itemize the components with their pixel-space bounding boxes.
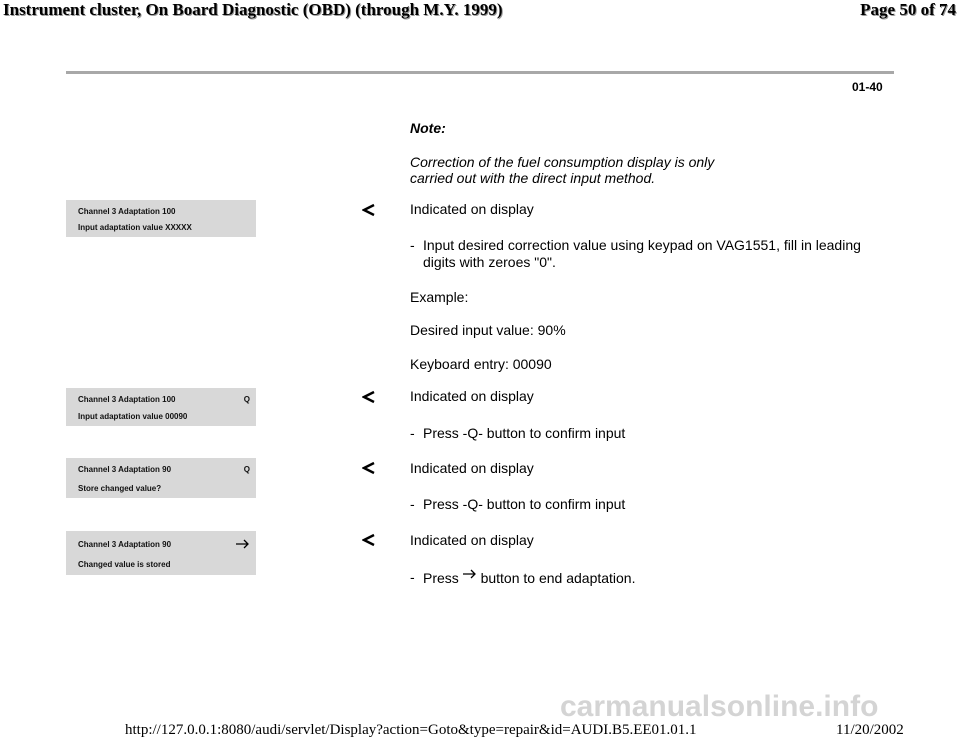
back-arrow-icon <box>362 533 376 547</box>
display-line-2: Store changed value? <box>78 484 162 493</box>
bullet-text-3: Press -Q- button to confirm input <box>423 496 626 512</box>
indicated-text-2: Indicated on display <box>410 388 534 404</box>
display-line-2: Changed value is stored <box>78 560 171 569</box>
note-line-1: Correction of the fuel consumption display is only <box>410 154 715 170</box>
document-title: Instrument cluster, On Board Diagnostic (OBD) (through M.Y. 1999) <box>3 0 503 19</box>
display-key-q: Q <box>243 465 250 474</box>
display-line-2: Input adaptation value XXXXX <box>78 223 192 232</box>
back-arrow-icon <box>362 461 376 475</box>
bullet-text-4 <box>423 569 636 587</box>
section-page-number: 01-40 <box>852 80 883 94</box>
display-line-1: Channel 3 Adaptation 90 <box>78 465 172 474</box>
right-arrow-icon <box>236 539 250 549</box>
page-indicator: Page 50 of 74 <box>860 0 956 19</box>
indicated-text-3: Indicated on display <box>410 460 534 476</box>
display-panel-4 <box>66 531 256 575</box>
indicated-text-1: Indicated on display <box>410 201 534 217</box>
footer-date: 11/20/2002 <box>836 722 904 738</box>
bullet-text-4-pre: Press <box>423 570 459 586</box>
bullet-dash-3: - <box>410 496 415 512</box>
display-line-2: Input adaptation value 00090 <box>78 412 188 421</box>
desired-input-text: Desired input value: 90% <box>410 322 566 338</box>
display-panel-2 <box>66 388 256 426</box>
indicated-text-4: Indicated on display <box>410 532 534 548</box>
bullet-dash-4: - <box>410 569 415 585</box>
note-text <box>410 154 714 186</box>
display-panel-3 <box>66 458 256 498</box>
display-line-1: Channel 3 Adaptation 90 <box>78 540 172 549</box>
watermark: carmanualsonline.info <box>560 690 879 723</box>
display-panel-1 <box>66 200 256 237</box>
display-line-1: Channel 3 Adaptation 100 <box>78 207 176 216</box>
bullet-dash-2: - <box>410 425 415 441</box>
example-label: Example: <box>410 289 469 305</box>
right-arrow-icon <box>463 569 477 579</box>
bullet-text-2: Press -Q- button to confirm input <box>423 425 626 441</box>
bullet-line-1b: digits with zeroes "0". <box>423 254 556 270</box>
back-arrow-icon <box>362 390 376 404</box>
bullet-text-1 <box>423 237 861 271</box>
footer-url[interactable]: http://127.0.0.1:8080/audi/servlet/Display?action=Goto&type=repair&id=AUDI.B5.EE01.01.1 <box>125 722 697 738</box>
note-line-2: carried out with the direct input method. <box>410 170 656 186</box>
keyboard-entry-text: Keyboard entry: 00090 <box>410 356 552 372</box>
bullet-dash-1: - <box>410 237 415 253</box>
bullet-text-4-post: button to end adaptation. <box>480 570 636 586</box>
header-rule <box>66 71 894 74</box>
display-key-q: Q <box>243 395 250 404</box>
display-line-1: Channel 3 Adaptation 100 <box>78 395 176 404</box>
bullet-line-1a: Input desired correction value using keypad on VAG1551, fill in leading <box>423 237 861 253</box>
note-label: Note: <box>410 120 446 136</box>
back-arrow-icon <box>362 203 376 217</box>
